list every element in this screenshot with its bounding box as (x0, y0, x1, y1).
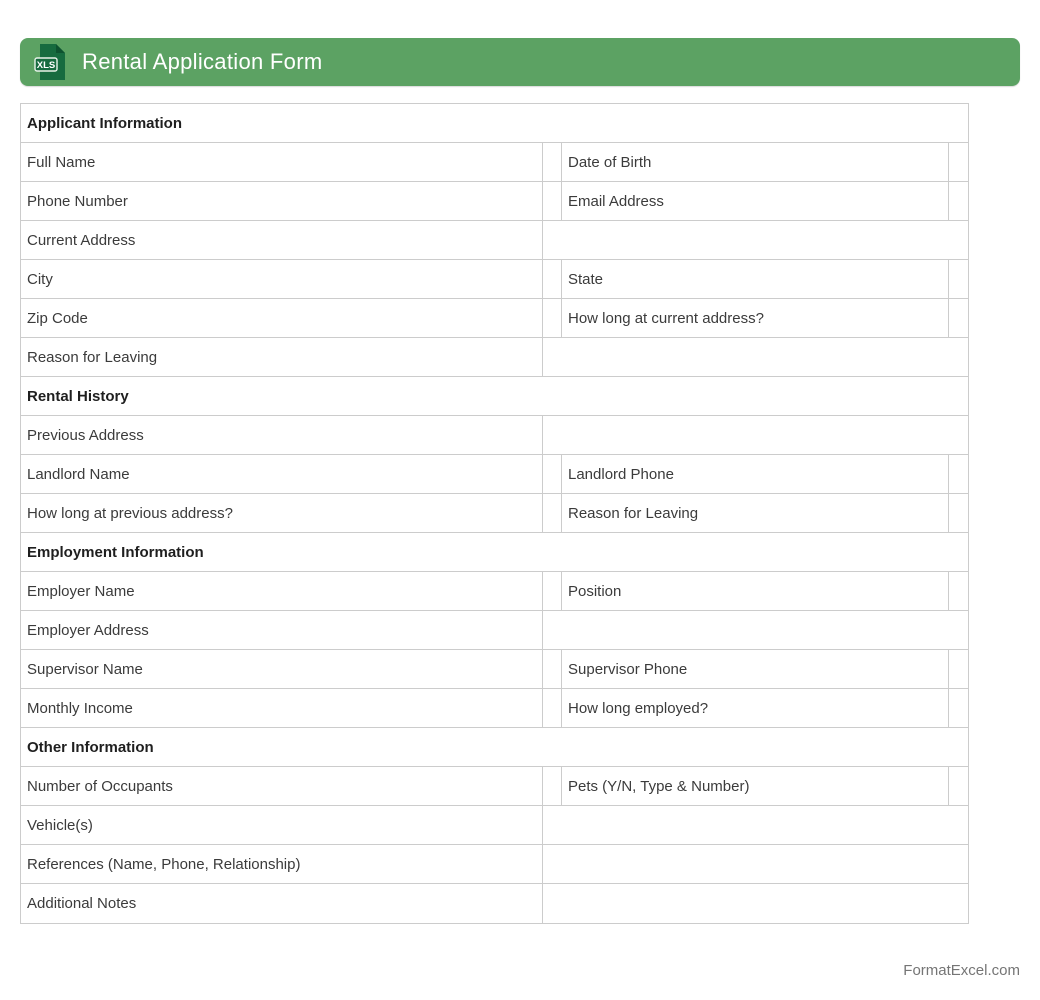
field-label: Position (562, 572, 949, 610)
section-title: Applicant Information (27, 114, 182, 132)
row-additional-notes (21, 884, 968, 923)
spacer-cell (949, 689, 968, 727)
section-title: Other Information (27, 738, 154, 756)
row-zip-howlong (21, 299, 968, 338)
field-label: How long employed? (562, 689, 949, 727)
input-cell[interactable] (543, 884, 968, 923)
page-title: Rental Application Form (82, 49, 323, 74)
row-reason-for-leaving (21, 338, 968, 377)
input-cell[interactable] (543, 611, 968, 649)
section-row-employment-information (21, 533, 968, 572)
section-title: Employment Information (27, 543, 204, 561)
row-vehicles (21, 806, 968, 845)
field-label: Reason for Leaving (21, 338, 543, 376)
field-label: Current Address (21, 221, 543, 259)
row-prev-howlong-reason (21, 494, 968, 533)
spacer-cell (543, 767, 562, 805)
spacer-cell (949, 494, 968, 532)
spacer-cell (949, 767, 968, 805)
row-references (21, 845, 968, 884)
spacer-cell (949, 143, 968, 181)
spacer-cell (949, 650, 968, 688)
spacer-cell (949, 182, 968, 220)
spacer-cell (949, 299, 968, 337)
formatexcel-link[interactable]: FormatExcel.com (903, 962, 1020, 979)
field-label: Reason for Leaving (562, 494, 949, 532)
row-full-name-dob (21, 143, 968, 182)
field-label: Date of Birth (562, 143, 949, 181)
spacer-cell (949, 572, 968, 610)
field-label: Additional Notes (21, 884, 543, 923)
row-phone-email (21, 182, 968, 221)
section-row-other-information (21, 728, 968, 767)
section-row-rental-history (21, 377, 968, 416)
field-label: Supervisor Phone (562, 650, 949, 688)
input-cell[interactable] (543, 221, 968, 259)
row-employer-address (21, 611, 968, 650)
field-label: Supervisor Name (21, 650, 543, 688)
field-label: Landlord Phone (562, 455, 949, 493)
field-label: State (562, 260, 949, 298)
spacer-cell (543, 494, 562, 532)
input-cell[interactable] (543, 806, 968, 844)
spacer-cell (543, 299, 562, 337)
row-employer-position (21, 572, 968, 611)
field-label: How long at previous address? (21, 494, 543, 532)
field-label: Landlord Name (21, 455, 543, 493)
row-occupants-pets (21, 767, 968, 806)
field-label: Zip Code (21, 299, 543, 337)
row-supervisor-name-phone (21, 650, 968, 689)
rental-application-table (20, 103, 969, 924)
field-label: Number of Occupants (21, 767, 543, 805)
section-row-applicant-information (21, 104, 968, 143)
field-label: Employer Address (21, 611, 543, 649)
input-cell[interactable] (543, 338, 968, 376)
spacer-cell (543, 260, 562, 298)
field-label: Previous Address (21, 416, 543, 454)
spacer-cell (543, 689, 562, 727)
spacer-cell (949, 260, 968, 298)
field-label: Phone Number (21, 182, 543, 220)
spacer-cell (543, 572, 562, 610)
spacer-cell (949, 455, 968, 493)
header-banner (20, 38, 1020, 86)
row-previous-address (21, 416, 968, 455)
field-label: References (Name, Phone, Relationship) (21, 845, 543, 883)
field-label: Email Address (562, 182, 949, 220)
field-label: Monthly Income (21, 689, 543, 727)
spacer-cell (543, 182, 562, 220)
row-landlord-name-phone (21, 455, 968, 494)
field-label: Vehicle(s) (21, 806, 543, 844)
field-label: How long at current address? (562, 299, 949, 337)
row-income-employed (21, 689, 968, 728)
spacer-cell (543, 455, 562, 493)
field-label: Employer Name (21, 572, 543, 610)
spacer-cell (543, 143, 562, 181)
xls-file-icon (34, 43, 66, 81)
input-cell[interactable] (543, 845, 968, 883)
field-label: Full Name (21, 143, 543, 181)
row-current-address (21, 221, 968, 260)
row-city-state (21, 260, 968, 299)
field-label: Pets (Y/N, Type & Number) (562, 767, 949, 805)
field-label: City (21, 260, 543, 298)
section-title: Rental History (27, 387, 129, 405)
xls-icon-label: XLS (36, 60, 56, 71)
input-cell[interactable] (543, 416, 968, 454)
spacer-cell (543, 650, 562, 688)
